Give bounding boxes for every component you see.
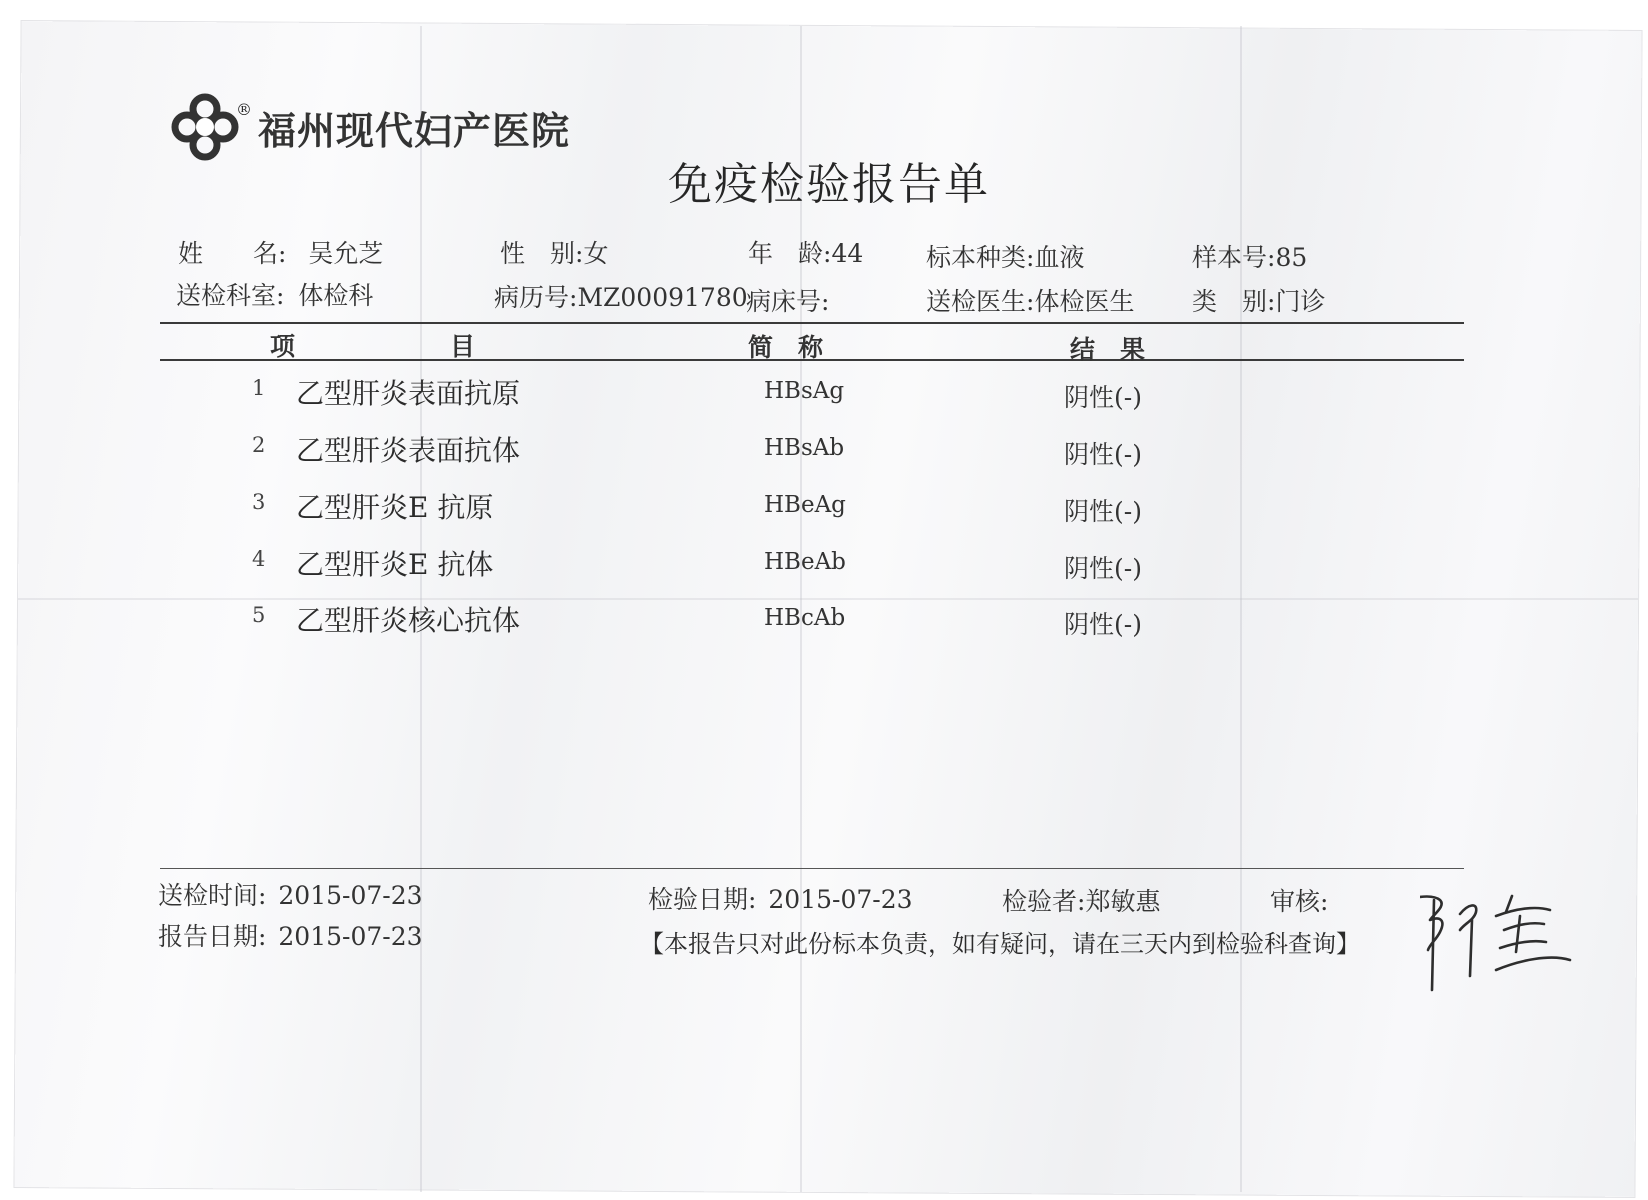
- row-abbr: HBsAb: [764, 435, 845, 461]
- footer-rule: [160, 868, 1464, 869]
- specimen-value: 血液: [1034, 243, 1085, 272]
- send-time-field: [158, 876, 423, 912]
- patient-sex-value: 女: [583, 239, 609, 268]
- row-number: 4: [252, 547, 266, 571]
- test-date-field: [648, 880, 913, 916]
- flower-logo-icon: [170, 92, 240, 162]
- bed-field: [746, 282, 829, 318]
- report-date-field: [158, 917, 423, 953]
- patient-sex-field: [500, 234, 608, 270]
- row-item-name: 乙型肝炎E 抗原: [296, 491, 494, 524]
- patient-name-field: [178, 234, 383, 270]
- fold-crease: [18, 598, 1638, 600]
- row-result: 阴性(-): [1064, 610, 1142, 639]
- report-date-value: 2015-07-23: [278, 922, 423, 951]
- patient-sex-label: 性 别:: [500, 239, 584, 268]
- row-number: 1: [252, 376, 266, 400]
- specimen-label: 标本种类:: [926, 243, 1035, 272]
- doctor-field: [926, 282, 1134, 318]
- disclaimer-note: 【本报告只对此份标本负责，如有疑问，请在三天内到检验科查询】: [640, 930, 1360, 958]
- category-label: 类 别:: [1192, 287, 1276, 316]
- fold-crease: [1240, 26, 1242, 1192]
- sample-no-field: [1192, 238, 1307, 274]
- category-value: 门诊: [1275, 287, 1326, 316]
- patient-name-label: 姓 名:: [178, 239, 287, 268]
- tester-value: 郑敏惠: [1085, 887, 1161, 916]
- row-number: 2: [252, 433, 266, 457]
- test-date-value: 2015-07-23: [768, 885, 913, 914]
- registered-mark: ®: [236, 99, 252, 119]
- row-item-name: 乙型肝炎核心抗体: [296, 604, 521, 637]
- report-title: 免疫检验报告单: [668, 159, 990, 210]
- row-result: 阴性(-): [1064, 383, 1142, 412]
- hospital-header: [170, 92, 570, 162]
- record-field: [494, 278, 748, 314]
- row-abbr: HBeAb: [764, 549, 846, 575]
- tester-field: [1002, 882, 1160, 918]
- doctor-label: 送检医生:: [926, 287, 1035, 316]
- row-abbr: HBeAg: [764, 492, 846, 518]
- row-abbr: HBcAb: [764, 605, 846, 631]
- patient-age-label: 年 龄:: [748, 239, 832, 268]
- record-value: MZ00091780: [577, 283, 748, 312]
- row-result: 阴性(-): [1064, 554, 1142, 583]
- dept-value: 体检科: [298, 281, 374, 310]
- patient-age-field: [748, 234, 863, 270]
- record-label: 病历号:: [494, 283, 578, 312]
- hospital-name: 福州现代妇产医院: [258, 107, 571, 153]
- header-item: 项: [270, 332, 296, 361]
- tester-label: 检验者:: [1002, 887, 1086, 916]
- dept-label: 送检科室:: [176, 281, 285, 310]
- row-item-name: 乙型肝炎E 抗体: [296, 548, 494, 581]
- specimen-field: [926, 238, 1084, 274]
- test-date-label: 检验日期:: [648, 885, 757, 914]
- row-item-name: 乙型肝炎表面抗体: [296, 434, 521, 467]
- sample-no-value: 85: [1275, 243, 1308, 272]
- reviewer-label: 审核:: [1270, 887, 1329, 916]
- handwritten-signature-icon: [1420, 890, 1590, 1000]
- header-item: 目: [450, 332, 476, 361]
- report-date-label: 报告日期:: [158, 922, 267, 951]
- row-number: 3: [252, 490, 266, 514]
- row-abbr: HBsAg: [764, 378, 845, 404]
- row-result: 阴性(-): [1064, 497, 1142, 526]
- header-result: 结 果: [1070, 335, 1146, 364]
- dept-field: [176, 276, 373, 312]
- send-time-value: 2015-07-23: [278, 881, 423, 910]
- row-number: 5: [252, 603, 266, 627]
- patient-age-value: 44: [831, 239, 864, 268]
- patient-name-value: 吴允芝: [308, 239, 384, 268]
- row-item-name: 乙型肝炎表面抗原: [296, 377, 521, 410]
- bed-label: 病床号:: [746, 287, 830, 316]
- doctor-value: 体检医生: [1034, 287, 1135, 316]
- table-top-rule: [160, 322, 1464, 324]
- sample-no-label: 样本号:: [1192, 243, 1276, 272]
- row-result: 阴性(-): [1064, 440, 1142, 469]
- category-field: [1192, 282, 1325, 318]
- send-time-label: 送检时间:: [158, 881, 267, 910]
- header-abbr: 简 称: [748, 333, 824, 362]
